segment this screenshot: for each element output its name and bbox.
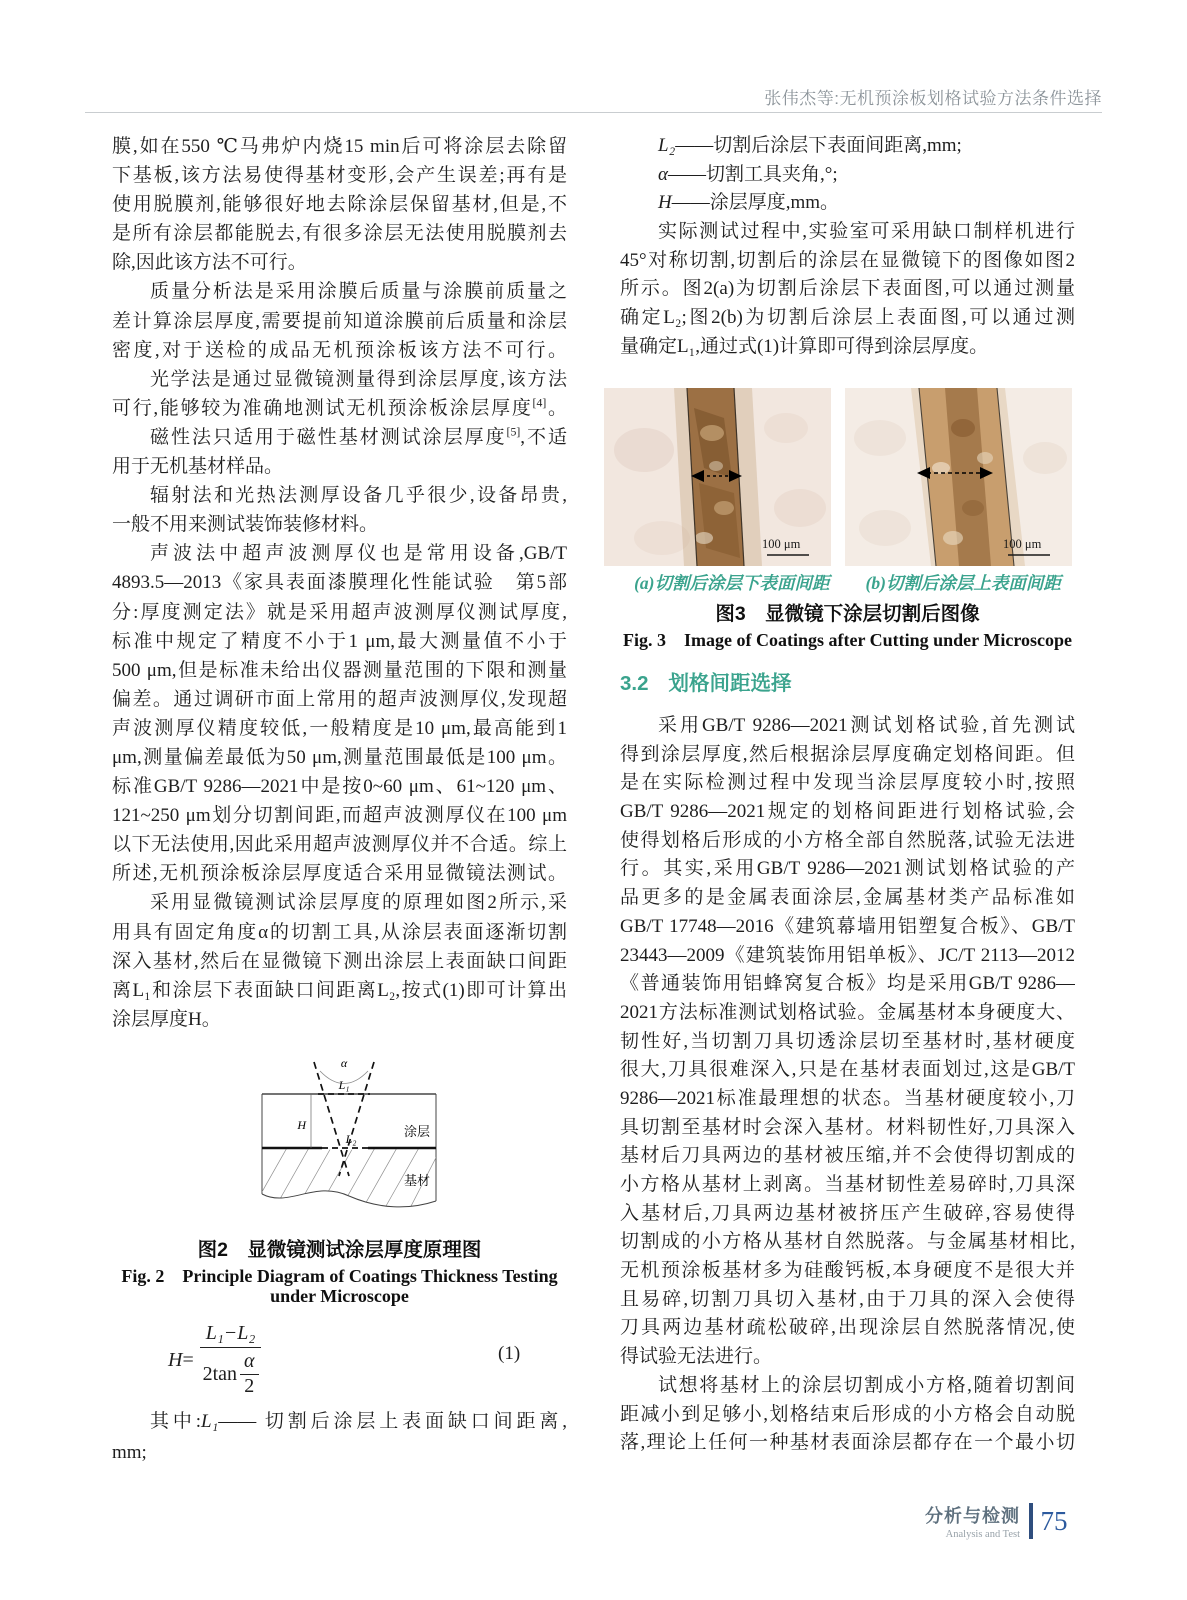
right-column-text	[620, 712, 1075, 1458]
coating-label: 涂层	[403, 1124, 431, 1139]
body-line: 一般不用来测试装饰装修材料。	[112, 514, 379, 536]
left-column-text	[112, 132, 567, 1034]
body-line: 采用GB/T 9286—2021测试划格试验,首先测试	[658, 715, 1075, 736]
body-line: 落,理论上任何一种基材表面涂层都存在一个最小切	[620, 1432, 1075, 1454]
body-line: 辐射法和光热法测厚设备几乎很少,设备昂贵,	[150, 485, 567, 507]
body-line: 得到涂层厚度,然后根据涂层厚度确定划格间距。但	[620, 743, 1075, 765]
subcaption-b: (b)切割后涂层上表面间距	[865, 573, 1061, 593]
l1-label: L₁	[338, 1078, 350, 1092]
body-line: 可行,能够较为准确地测试无机预涂板涂层厚度[4]。	[112, 396, 567, 419]
body-line: 密度,对于送检的成品无机预涂板该方法不可行。	[112, 339, 567, 361]
section-heading-3-2	[620, 666, 792, 696]
body-line: 光学法是通过显微镜测量得到涂层厚度,该方法	[150, 368, 567, 390]
body-line: 切割成的小方格从基材自然脱落。与金属基材相比,	[620, 1231, 1075, 1253]
body-line: 500 μm,但是标准未给出仪器测量范围的下限和测量	[112, 659, 567, 681]
body-line: 很大,刀具很难深入,只是在基材表面划过,这是GB/T	[620, 1059, 1075, 1081]
body-line: 磁性法只适用于磁性基材测试涂层厚度[5],不适	[150, 425, 567, 448]
equation-number: (1)	[498, 1343, 521, 1364]
body-line: 距减小到足够小,划格结束后形成的小方格会自动脱	[620, 1403, 1075, 1425]
body-line: 是在实际检测过程中发现当涂层厚度较小时,按照	[620, 772, 1075, 794]
figure3-caption-en: Fig. 3 Image of Coatings after Cutting under Microscope	[623, 630, 1072, 650]
body-line: 采用显微镜测试涂层厚度的原理如图2所示,采	[150, 892, 567, 914]
body-line: 具切割至基材时会深入基材。材料韧性好,刀具深入	[620, 1116, 1075, 1138]
figure2-caption-en2: under Microscope	[270, 1286, 409, 1306]
body-line: 使得划格后形成的小方格全部自然脱落,试验无法进	[620, 829, 1075, 851]
body-line: 深入基材,然后在显微镜下测出涂层上表面缺口间距	[112, 950, 567, 972]
body-line: 标准中规定了精度不小于1 μm,最大测量值不小于	[112, 630, 567, 652]
body-line: 实际测试过程中,实验室可采用缺口制样机进行	[658, 221, 1075, 243]
body-line: 偏差。通过调研市面上常用的超声波测厚仪,发现超	[112, 688, 567, 710]
body-line: 试想将基材上的涂层切割成小方格,随着切割间	[658, 1374, 1075, 1396]
l2-label: L₂	[345, 1132, 357, 1146]
body-line: 确定L₂;图2(b)为切割后涂层上表面图,可以通过测	[620, 307, 1075, 329]
body-line: 《普通装饰用铝蜂窝复合板》均是采用GB/T 9286—	[620, 973, 1075, 995]
body-line: 基材后刀具两边的基材被压缩,并不会使得切割成的	[620, 1145, 1075, 1167]
equation-1	[168, 1322, 261, 1398]
body-line: 差计算涂层厚度,需要提前知道涂膜前后质量和涂层	[112, 310, 567, 332]
body-line: 量确定L₁,通过式(1)计算即可得到涂层厚度。	[620, 335, 989, 357]
scale-bar-label: 100 μm	[1003, 537, 1042, 551]
micrograph-b	[845, 388, 1072, 566]
body-line: 声波测厚仪精度较低,一般精度是10 μm,最高能到1	[112, 717, 567, 739]
figure2-caption-en: Fig. 2 Principle Diagram of Coatings Thickness Testing	[121, 1266, 558, 1286]
section-number: 3.2	[620, 672, 649, 695]
body-line: 膜,如在550 ℃马弗炉内烧15 min后可将涂层去除留	[112, 136, 567, 157]
body-line: 刀具两边基材疏松破碎,出现涂层自然脱落情况,使	[620, 1317, 1075, 1339]
body-line: 得试验无法进行。	[620, 1346, 773, 1368]
body-line: 入基材后,刀具两边基材被挤压产生破碎,容易使得	[620, 1202, 1075, 1224]
body-line: 是所有涂层都能脱去,有很多涂层无法使用脱膜剂去	[112, 223, 567, 245]
alpha-label: α	[340, 1056, 348, 1070]
fraction-numerator: L₁−L₂	[200, 1322, 262, 1348]
figure3-caption-cn: 图3 显微镜下涂层切割后图像	[715, 603, 980, 625]
running-head: 张伟杰等:无机预涂板划格试验方法条件选择	[764, 89, 1102, 108]
body-line: 所示。图2(a)为切割后涂层下表面图,可以通过测量	[620, 278, 1075, 300]
header-rule	[85, 112, 1102, 113]
body-line: 45°对称切割,切割后的涂层在显微镜下的图像如图2	[620, 249, 1075, 271]
body-line: 以下无法使用,因此采用超声波测厚仪并不合适。综上	[112, 834, 567, 856]
body-line: 质量分析法是采用涂膜后质量与涂膜前质量之	[150, 281, 567, 303]
fraction	[200, 1322, 262, 1398]
body-line: 声波法中超声波测厚仪也是常用设备,GB/T	[150, 543, 567, 565]
right-column-intro	[620, 132, 1075, 362]
figure2-diagram	[254, 1054, 444, 1214]
body-line: 无机预涂板基材多为硅酸钙板,本身硬度不是很大并	[620, 1260, 1075, 1282]
fraction-denominator: 2tan $\frac{\alpha}{2}$	[203, 1348, 259, 1398]
page-footer	[925, 1502, 1068, 1540]
body-line: 除,因此该方法不可行。	[112, 252, 307, 274]
body-line: 涂层厚度H。	[112, 1008, 221, 1030]
body-line: 行。其实,采用GB/T 9286—2021测试划格试验的产	[620, 858, 1075, 880]
scale-bar-label: 100 μm	[762, 537, 801, 551]
body-line: mm;	[112, 1442, 147, 1463]
body-line: 用具有固定角度α的切割工具,从涂层表面逐渐切割	[112, 921, 567, 943]
substrate-label: 基材	[403, 1173, 431, 1188]
body-line: 用于无机基材样品。	[112, 456, 284, 478]
body-line: 下基板,该方法易使得基材变形,会产生误差;再有是	[112, 165, 567, 187]
body-line: 所述,无机预涂板涂层厚度适合采用显微镜法测试。	[112, 863, 567, 885]
journal-section-name: 分析与检测 Analysis and Test	[925, 1506, 1020, 1540]
body-line: 其中:L₁—— 切割后涂层上表面缺口间距离,	[150, 1411, 567, 1432]
body-line: 4893.5—2013《家具表面漆膜理化性能试验 第5部	[112, 572, 567, 594]
body-line: 23443—2009《建筑装饰用铝单板》、JC/T 2113—2012	[620, 944, 1075, 966]
equation-lhs: H	[168, 1348, 183, 1371]
equals-sign: =	[182, 1348, 194, 1371]
body-line: L₂——切割后涂层下表面间距离,mm;	[658, 135, 962, 156]
body-line: 121~250 μm划分切割间距,而超声波测厚仪在100 μm	[112, 805, 567, 827]
subcaption-a: (a)切割后涂层下表面间距	[634, 573, 830, 593]
body-line: 标准GB/T 9286—2021中是按0~60 μm、61~120 μm、	[112, 776, 567, 798]
body-line: 9286—2021标准最理想的状态。当基材硬度较小,刀	[620, 1087, 1075, 1109]
micrograph-a	[604, 388, 831, 566]
h-label: H	[297, 1118, 306, 1132]
body-line: 小方格从基材上剥离。当基材韧性差易碎时,刀具深	[620, 1174, 1075, 1195]
body-line: GB/T 9286—2021规定的划格间距进行划格试验,会	[620, 801, 1075, 823]
body-line: μm,测量偏差最低为50 μm,测量范围最低是100 μm。	[112, 746, 567, 768]
section-title: 划格间距选择	[668, 672, 792, 695]
body-line: 分:厚度测定法》就是采用超声波测厚仪测试厚度,	[112, 601, 567, 623]
figure2-caption-cn: 图2 显微镜测试涂层厚度原理图	[197, 1239, 482, 1261]
body-line: α——切割工具夹角,°;	[658, 163, 838, 185]
body-line: GB/T 17748—2016《建筑幕墙用铝塑复合板》、GB/T	[620, 915, 1075, 937]
body-line: 且易碎,切割刀具切入基材,由于刀具的深入会使得	[620, 1288, 1075, 1310]
page-number: 75	[1040, 1505, 1068, 1536]
body-line: 离L₁和涂层下表面缺口间距离L₂,按式(1)即可计算出	[112, 979, 567, 1001]
figure3-subcaptions	[620, 570, 1075, 595]
left-column-definitions	[112, 1406, 567, 1468]
footer-divider-bar	[1029, 1503, 1033, 1539]
body-line: 韧性好,当切割刀具切透涂层切至基材时,基材硬度	[620, 1030, 1075, 1052]
body-line: 2021方法标准测试划格试验。金属基材本身硬度大、	[620, 1001, 1075, 1023]
body-line: H——涂层厚度,mm。	[658, 192, 840, 214]
body-line: 品更多的是金属表面涂层,金属基材类产品标准如	[620, 887, 1075, 909]
body-line: 使用脱膜剂,能够很好地去除涂层保留基材,但是,不	[112, 194, 567, 216]
